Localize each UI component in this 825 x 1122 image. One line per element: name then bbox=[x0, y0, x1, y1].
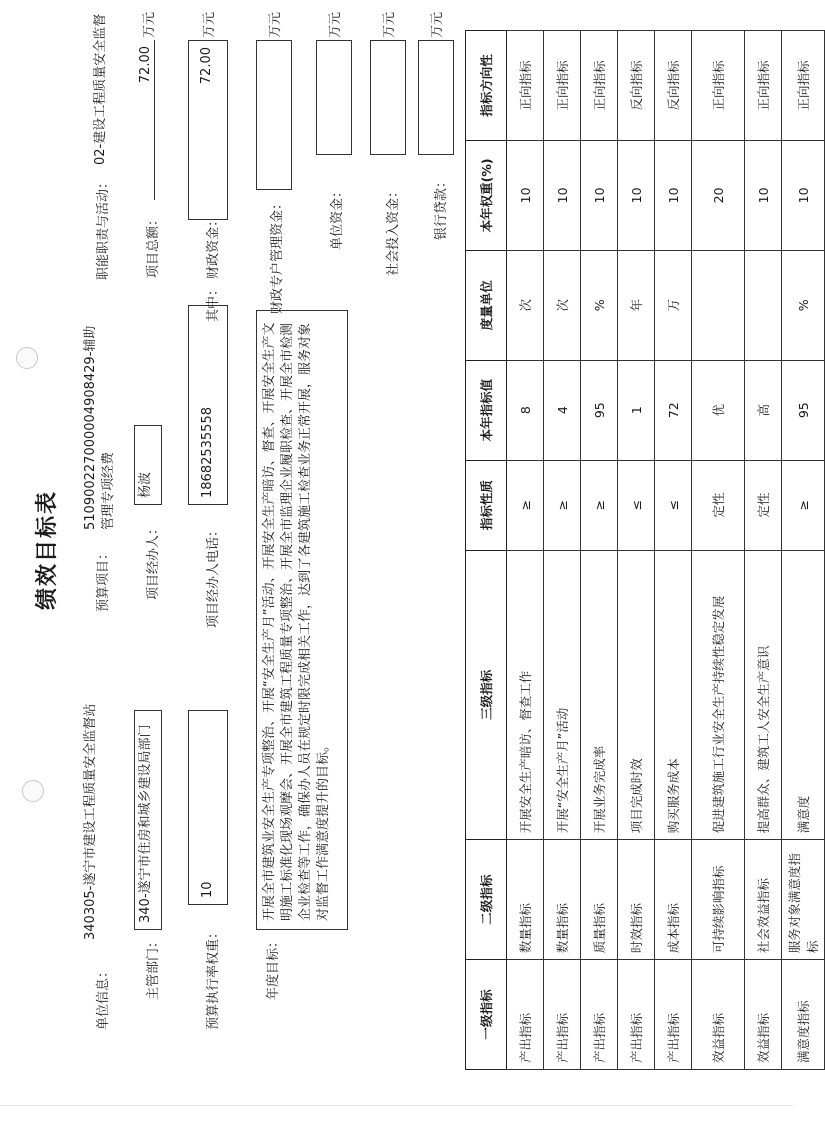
cell-unit: 万 bbox=[655, 250, 692, 360]
cell-level1: 产出指标 bbox=[581, 960, 618, 1070]
annual-goal-value: 开展全市建筑业安全生产专项整治、开展“安全生产月”活动、开展安全生产暗访、督查、开展安全生产文明施工标准化现场观摩会、开展全市建筑工程质量专项整治、开展全市监理企业履职检查、开展全市检测企业检查等工作，确保办人员在规定时限完成相关工作，达到了各建筑施工检查业务正常开展，服务对象对监督工作满意度提升的目标。 bbox=[256, 310, 348, 930]
cell-level2: 可持续影响指标 bbox=[692, 840, 745, 960]
manager-label: 项目经办人： bbox=[146, 521, 161, 600]
cell-level3: 开展业务完成率 bbox=[581, 550, 618, 840]
cell-weight: 10 bbox=[544, 140, 581, 250]
cell-level2: 数量指标 bbox=[507, 840, 544, 960]
department-value: 340-遂宁市住房和城乡建设局部门 bbox=[134, 710, 162, 930]
unit-info-value: 340305-遂宁市建设工程质量安全监督站 bbox=[83, 703, 98, 940]
phone-value: 18682535558 bbox=[188, 305, 228, 505]
cell-weight: 10 bbox=[745, 140, 782, 250]
cell-level1: 满意度指标 bbox=[782, 960, 825, 1070]
cell-unit bbox=[745, 250, 782, 360]
cell-weight: 10 bbox=[507, 140, 544, 250]
cell-target-value: 95 bbox=[581, 360, 618, 460]
header-unit: 度量单位 bbox=[466, 250, 507, 360]
manager-value: 杨波 bbox=[134, 425, 162, 505]
special-fund-label: 财政专户管理资金： bbox=[270, 196, 285, 314]
header-level1: 一级指标 bbox=[466, 960, 507, 1070]
cell-nature: ≥ bbox=[544, 460, 581, 550]
special-fund-unit: 万元 bbox=[268, 11, 283, 38]
cell-level2: 质量指标 bbox=[581, 840, 618, 960]
performance-table bbox=[465, 30, 825, 1070]
cell-target-value: 高 bbox=[745, 360, 782, 460]
cell-weight: 10 bbox=[655, 140, 692, 250]
cell-level3: 促进建筑施工行业安全生产持续性稳定发展 bbox=[692, 550, 745, 840]
header-weight: 本年权重(%) bbox=[466, 140, 507, 250]
cell-target-value: 4 bbox=[544, 360, 581, 460]
cell-unit: 次 bbox=[544, 250, 581, 360]
table-row bbox=[581, 31, 618, 1070]
table-row bbox=[507, 31, 544, 1070]
cell-weight: 10 bbox=[581, 140, 618, 250]
budget-project-value: 510900227000004908429-辅助管理专项经费 bbox=[83, 325, 116, 530]
execution-weight-value: 10 bbox=[188, 710, 228, 905]
cell-level1: 产出指标 bbox=[655, 960, 692, 1070]
phone-label: 项目经办人电话： bbox=[206, 523, 221, 628]
cell-direction: 正向指标 bbox=[782, 31, 825, 141]
total-value: 72.00 bbox=[138, 46, 153, 84]
budget-project-label: 预算项目： bbox=[96, 546, 111, 612]
unit-fund-value bbox=[316, 40, 352, 155]
social-fund-value bbox=[370, 40, 406, 155]
bank-loan-value bbox=[418, 40, 454, 155]
cell-level2: 社会效益指标 bbox=[745, 840, 782, 960]
function-activity-label: 职能职责与活动： bbox=[96, 175, 111, 280]
rotated-form bbox=[30, 10, 820, 1090]
unit-fund-unit: 万元 bbox=[328, 11, 343, 38]
cell-direction: 反向指标 bbox=[655, 31, 692, 141]
cell-weight: 10 bbox=[782, 140, 825, 250]
cell-unit: % bbox=[782, 250, 825, 360]
header-level3: 三级指标 bbox=[466, 550, 507, 840]
cell-level3: 购买服务成本 bbox=[655, 550, 692, 840]
cell-level1: 产出指标 bbox=[507, 960, 544, 1070]
fiscal-label: 其中： 财政资金： bbox=[206, 213, 221, 322]
fiscal-unit: 万元 bbox=[202, 11, 217, 38]
cell-level2: 时效指标 bbox=[618, 840, 655, 960]
table-row bbox=[655, 31, 692, 1070]
table-row bbox=[782, 31, 825, 1070]
cell-target-value: 8 bbox=[507, 360, 544, 460]
header-direction: 指标方向性 bbox=[466, 31, 507, 141]
table-row bbox=[618, 31, 655, 1070]
cell-nature: 定性 bbox=[745, 460, 782, 550]
cell-nature: ≥ bbox=[581, 460, 618, 550]
cell-target-value: 优 bbox=[692, 360, 745, 460]
cell-direction: 正向指标 bbox=[507, 31, 544, 141]
unit-info-label: 单位信息： bbox=[96, 964, 111, 1030]
table-row bbox=[745, 31, 782, 1070]
total-label: 项目总额： bbox=[146, 212, 161, 278]
department-label: 主管部门： bbox=[146, 934, 161, 1000]
social-fund-label: 社会投入资金： bbox=[386, 184, 401, 276]
cell-unit: % bbox=[581, 250, 618, 360]
cell-direction: 正向指标 bbox=[745, 31, 782, 141]
cell-target-value: 95 bbox=[782, 360, 825, 460]
cell-level1: 效益指标 bbox=[692, 960, 745, 1070]
cell-nature: ≥ bbox=[507, 460, 544, 550]
cell-level1: 效益指标 bbox=[745, 960, 782, 1070]
total-unit: 万元 bbox=[142, 11, 157, 38]
cell-level3: 开展安全生产暗访、督查工作 bbox=[507, 550, 544, 840]
cell-level2: 数量指标 bbox=[544, 840, 581, 960]
cell-nature: ≥ bbox=[782, 460, 825, 550]
cell-direction: 正向指标 bbox=[544, 31, 581, 141]
cell-level3: 项目完成时效 bbox=[618, 550, 655, 840]
cell-level2: 服务对象满意度指标 bbox=[782, 840, 825, 960]
cell-direction: 正向指标 bbox=[692, 31, 745, 141]
cell-target-value: 72 bbox=[655, 360, 692, 460]
cell-nature: ≤ bbox=[655, 460, 692, 550]
cell-level3: 满意度 bbox=[782, 550, 825, 840]
unit-fund-label: 单位资金： bbox=[330, 184, 345, 250]
cell-nature: 定性 bbox=[692, 460, 745, 550]
cell-level1: 产出指标 bbox=[544, 960, 581, 1070]
header-nature: 指标性质 bbox=[466, 460, 507, 550]
function-activity-value: 02-建设工程质量安全监督 bbox=[93, 13, 108, 165]
fiscal-value: 72.00 bbox=[188, 40, 228, 220]
cell-weight: 20 bbox=[692, 140, 745, 250]
cell-direction: 正向指标 bbox=[581, 31, 618, 141]
cell-nature: ≤ bbox=[618, 460, 655, 550]
social-fund-unit: 万元 bbox=[382, 11, 397, 38]
cell-direction: 反向指标 bbox=[618, 31, 655, 141]
cell-unit bbox=[692, 250, 745, 360]
cell-level3: 提高群众、建筑工人安全生产意识 bbox=[745, 550, 782, 840]
cell-target-value: 1 bbox=[618, 360, 655, 460]
header-target-value: 本年指标值 bbox=[466, 360, 507, 460]
special-fund-value bbox=[256, 40, 292, 190]
annual-goal-label: 年度目标： bbox=[266, 934, 281, 1000]
execution-weight-label: 预算执行率权重： bbox=[206, 925, 221, 1030]
table-row bbox=[544, 31, 581, 1070]
cell-weight: 10 bbox=[618, 140, 655, 250]
table-row bbox=[692, 31, 745, 1070]
cell-level2: 成本指标 bbox=[655, 840, 692, 960]
cell-level3: 开展“安全生产月”活动 bbox=[544, 550, 581, 840]
cell-level1: 产出指标 bbox=[618, 960, 655, 1070]
form-title: 绩效目标表 bbox=[35, 490, 60, 611]
table-header-row bbox=[466, 31, 507, 1070]
cell-unit: 年 bbox=[618, 250, 655, 360]
bank-loan-label: 银行贷款： bbox=[434, 174, 449, 240]
bank-loan-unit: 万元 bbox=[430, 11, 445, 38]
cell-unit: 次 bbox=[507, 250, 544, 360]
header-level2: 二级指标 bbox=[466, 840, 507, 960]
scan-edge-line bbox=[0, 1105, 793, 1106]
